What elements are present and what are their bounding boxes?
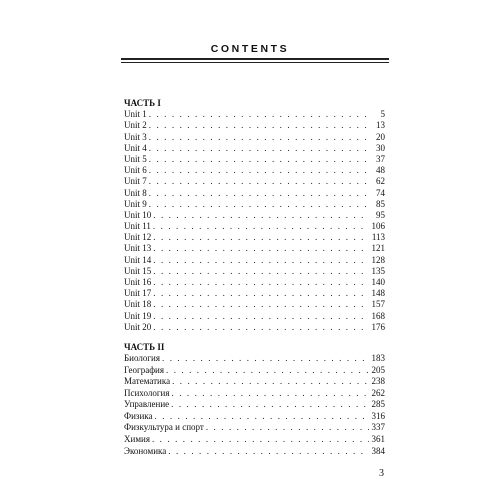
toc-entry-title: Физкультура и спорт [124,422,204,433]
toc-entry[interactable] [124,188,385,199]
dot-leader [168,446,369,458]
dot-leader [153,311,369,322]
part-1-entries [124,109,385,333]
dot-leader [172,376,369,388]
dot-leader [166,365,369,377]
toc-entry[interactable] [124,221,385,232]
dot-leader [149,132,369,143]
toc-entry[interactable] [124,176,385,187]
toc-entry-page: 183 [371,353,385,364]
dot-leader [149,109,369,120]
toc-entry[interactable] [124,299,385,310]
dot-leader [152,434,369,446]
toc-entry[interactable] [124,411,385,423]
dot-leader [153,232,369,243]
toc-entry-page: 168 [371,310,385,321]
toc-entry-page: 262 [371,387,385,398]
toc-entry-page: 13 [376,120,385,131]
toc-entry-page: 285 [371,399,385,410]
dot-leader [153,255,369,266]
toc-entry-page: 205 [371,364,385,375]
toc-entry-page: 361 [371,434,385,445]
toc-entry-title: Математика [124,376,171,387]
toc-entry-page: 62 [376,176,385,187]
toc-entry-title: Unit 5 [124,153,147,164]
toc-entry[interactable] [124,154,385,165]
toc-entry-page: 121 [371,243,385,254]
toc-entry-page: 106 [371,221,385,232]
toc-entry-title: Химия [124,434,150,445]
toc-entry-page: 140 [371,277,385,287]
toc-entry-title: Unit 13 [124,243,152,254]
toc-entry-title: Unit 3 [124,131,147,142]
toc-entry[interactable] [124,388,385,400]
dot-leader [206,422,369,434]
toc-entry[interactable] [124,109,385,120]
dot-leader [153,288,369,299]
dot-leader [149,165,369,176]
toc-entry-page: 384 [371,445,385,456]
toc-entry-title: Unit 17 [124,288,152,299]
toc-entry[interactable] [124,199,385,210]
part-2-entries [124,353,385,457]
dot-leader [162,353,369,365]
toc-entry[interactable] [124,399,385,411]
toc-entry-title: Экономика [124,445,167,456]
toc-entry-page: 85 [376,198,385,209]
toc-entry-page: 337 [371,422,385,433]
toc-entry-page: 20 [376,131,385,142]
toc-entry-title: Unit 12 [124,232,152,243]
dot-leader [149,143,369,154]
toc-entry-page: 128 [371,254,385,265]
dot-leader [172,388,370,400]
toc-entry-title: Unit 19 [124,310,152,321]
toc-entry-page: 30 [376,142,385,153]
toc-entry[interactable] [124,232,385,243]
toc-entry[interactable] [124,143,385,154]
dot-leader [153,210,369,221]
dot-leader [155,411,369,423]
dot-leader [153,299,369,310]
toc-entry-title: Психология [124,387,170,398]
dot-leader [171,399,369,411]
toc-entry-page: 48 [376,165,385,176]
toc-entry-page: 5 [380,109,385,120]
toc-entry[interactable] [124,446,385,458]
toc-entry[interactable] [124,353,385,365]
toc-entry-title: Unit 7 [124,176,147,187]
part-2-section [124,342,385,457]
toc-entry-title: Биология [124,353,161,364]
toc-entry[interactable] [124,255,385,266]
toc-entry[interactable] [124,288,385,299]
toc-entry-page: 157 [371,299,385,310]
dot-leader [149,120,369,131]
dot-leader [153,243,369,254]
toc-entry-title: Unit 6 [124,165,147,176]
toc-entry-title: География [124,364,164,375]
toc-entry-title: Unit 8 [124,187,147,198]
toc-entry-title: Unit 10 [124,209,152,220]
toc-entry[interactable] [124,277,385,288]
toc-entry[interactable] [124,210,385,221]
heading-rule-thin [121,62,389,63]
dot-leader [153,322,369,333]
part-1-title: ЧАСТЬ I [124,98,161,108]
toc-entry[interactable] [124,266,385,277]
toc-entry-page: 238 [371,376,385,387]
page-heading: CONTENTS [210,43,290,55]
toc-entry-title: Unit 20 [124,321,152,332]
toc-entry-title: Управление [124,399,170,410]
toc-entry[interactable] [124,132,385,143]
toc-entry[interactable] [124,120,385,131]
toc-entry-page: 148 [371,288,385,299]
dot-leader [153,221,369,232]
toc-entry-title: Unit 4 [124,142,147,153]
toc-entry-title: Unit 11 [124,221,151,232]
toc-entry-title: Unit 14 [124,254,152,265]
toc-entry-title: Unit 16 [124,277,152,287]
toc-entry[interactable] [124,422,385,434]
toc-entry-title: Unit 2 [124,120,147,131]
toc-entry-page: 316 [371,410,385,421]
toc-entry-page: 176 [371,321,385,332]
toc-entry-page: 113 [371,232,385,243]
dot-leader [149,176,369,187]
heading-rule-thick [121,58,389,60]
toc-entry-page: 37 [376,153,385,164]
toc-entry-page: 135 [371,265,385,276]
toc-entry[interactable] [124,434,385,446]
dot-leader [149,199,369,210]
toc-entry[interactable] [124,311,385,322]
part-1-section [124,98,385,333]
part-2-title: ЧАСТЬ II [124,342,165,352]
toc-entry-title: Unit 15 [124,265,152,276]
toc-entry[interactable] [124,376,385,388]
toc-entry-title: Unit 9 [124,198,147,209]
dot-leader [149,154,369,165]
dot-leader [153,266,369,277]
toc-entry-title: Unit 1 [124,109,147,120]
toc-entry-title: Физика [124,410,153,421]
toc-entry-title: Unit 18 [124,299,152,310]
toc-entry[interactable] [124,365,385,377]
toc-entry[interactable] [124,165,385,176]
dot-leader [153,277,369,288]
toc-entry-page: 74 [376,187,385,198]
toc-entry[interactable] [124,243,385,254]
dot-leader [149,188,369,199]
toc-entry-page: 95 [376,209,385,220]
page-number: 3 [379,468,384,479]
toc-entry[interactable] [124,322,385,333]
